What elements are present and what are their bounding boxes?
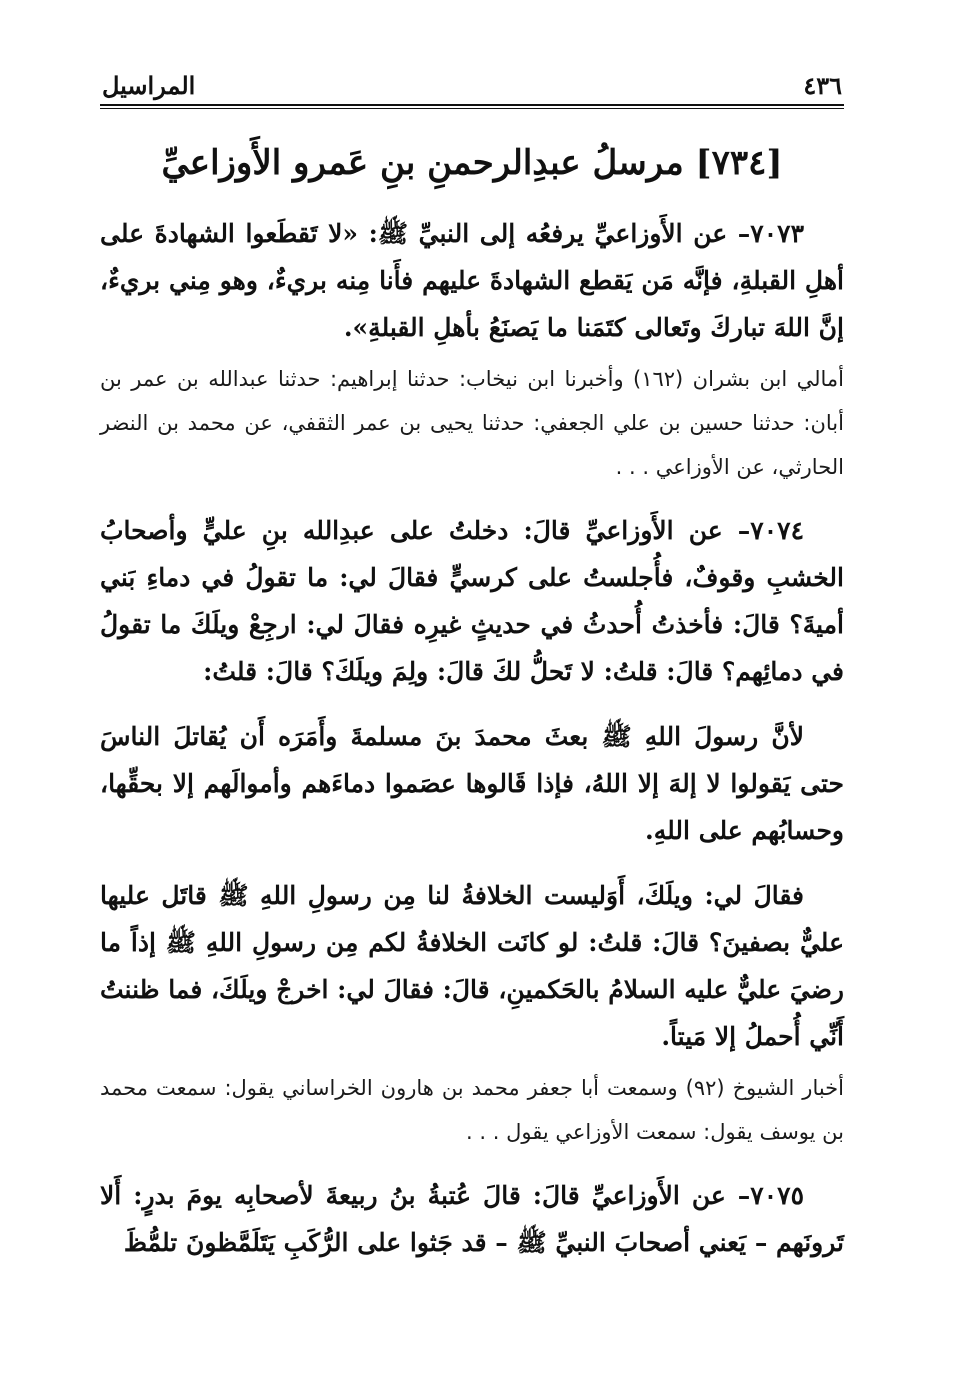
document-page [100,60,844,1266]
paragraph-gap [100,854,844,872]
source-7073: أمالي ابن بشران (١٦٢) وأخبرنا ابن نيخاب: حدثنا إبراهيم: حدثنا عبدالله بن عمر بن أبان: حدثنا حسين بن علي الجعفي: حدثنا يحيى بن عمر الثقفي، عن محمد بن النضر الحارثي، عن الأوزاعي . . . [100,366,844,479]
hadith-7073: ٧٠٧٣– عن الأَوزاعيِّ يرفعُه إلى النبيِّ ﷺ: «لا تَقطَعوا الشهادةَ على أهلِ القبلةِ، فإنَّه مَن يَقطع الشهادةَ عليهم فأَنا مِنه بريءٌ، وهو مِني بريءٌ، إنَّ اللهَ تباركَ وتَعالى كتَمَنا ما يَصنَعُ بأهلِ القبلةِ». [100,218,844,342]
page-number: ٤٣٦ [803,71,842,100]
paragraph-gap [100,695,844,713]
running-title: المراسيل [102,71,196,100]
hadith-7075: ٧٠٧٥– عن الأَوزاعيِّ قالَ: قالَ عُتبةُ بنُ ربيعةَ لأصحابِه يومَ بدرٍ: أَلا تَرونَهم – يَعني أصحابَ النبيِّ ﷺ – قد جَثوا على الرُّكَبِ يَتَلَمَّظونَ تلمُّظَ [100,1180,844,1257]
chapter-title: [٧٣٤] مرسلُ عبدِالرحمنِ بنِ عَمرو الأَوزاعيِّ [161,143,783,183]
hadith-7074: ٧٠٧٤– عن الأَوزاعيِّ قالَ: دخلتُ على عبدِالله بنِ عليٍّ وأصحابُ الخشبِ وقوفٌ، فأُجلستُ على كرسيٍّ فقالَ لي: ما تقولُ في دماءِ بَني أميةَ؟ قالَ: فأخذتُ أُحدثُ في حديثٍ غيرِه فقالَ لي: ارجِعْ ويلَكَ ما تقولُ في دمائِهم؟ قالَ: قلتُ: لا تَحلُّ لكَ قالَ: ولِمَ ويلَكَ؟ قالَ: قلتُ: [100,515,844,686]
hadith-7074-cont-1: لأنَّ رسولَ اللهِ ﷺ بعثَ محمدَ بنَ مسلمةَ وأَمَرَه أَن يُقاتلَ الناسَ حتى يَقولوا لا إلهَ إلا اللهُ، فإذا قَالوها عصَموا دماءَهم وأموالَهم إلا بحقِّها، وحسابُهم على اللهِ. [100,721,844,845]
header-rule [100,104,844,109]
hadith-7074-cont-2: فقالَ لي: ويلَكَ، أَوَليست الخلافةُ لنا مِن رسولِ اللهِ ﷺ قاتَل عليها عليٌّ بصفينَ؟ قالَ: قلتُ: لو كانَت الخلافةُ لكم مِن رسولِ اللهِ ﷺ إذاً ما رضيَ عليٌّ عليه السلامُ بالحَكمينِ، قالَ: فقالَ لي: اخرجْ ويلَكَ، فما ظننتُ أَنِّي أُحملُ إلا مَيتاً. [100,880,844,1051]
running-header [100,60,844,100]
source-7074: أخبار الشيوخ (٩٢) وسمعت أبا جعفر محمد بن هارون الخراساني يقول: سمعت محمد بن يوسف يقول: سمعت الأوزاعي يقول . . . [100,1075,844,1144]
